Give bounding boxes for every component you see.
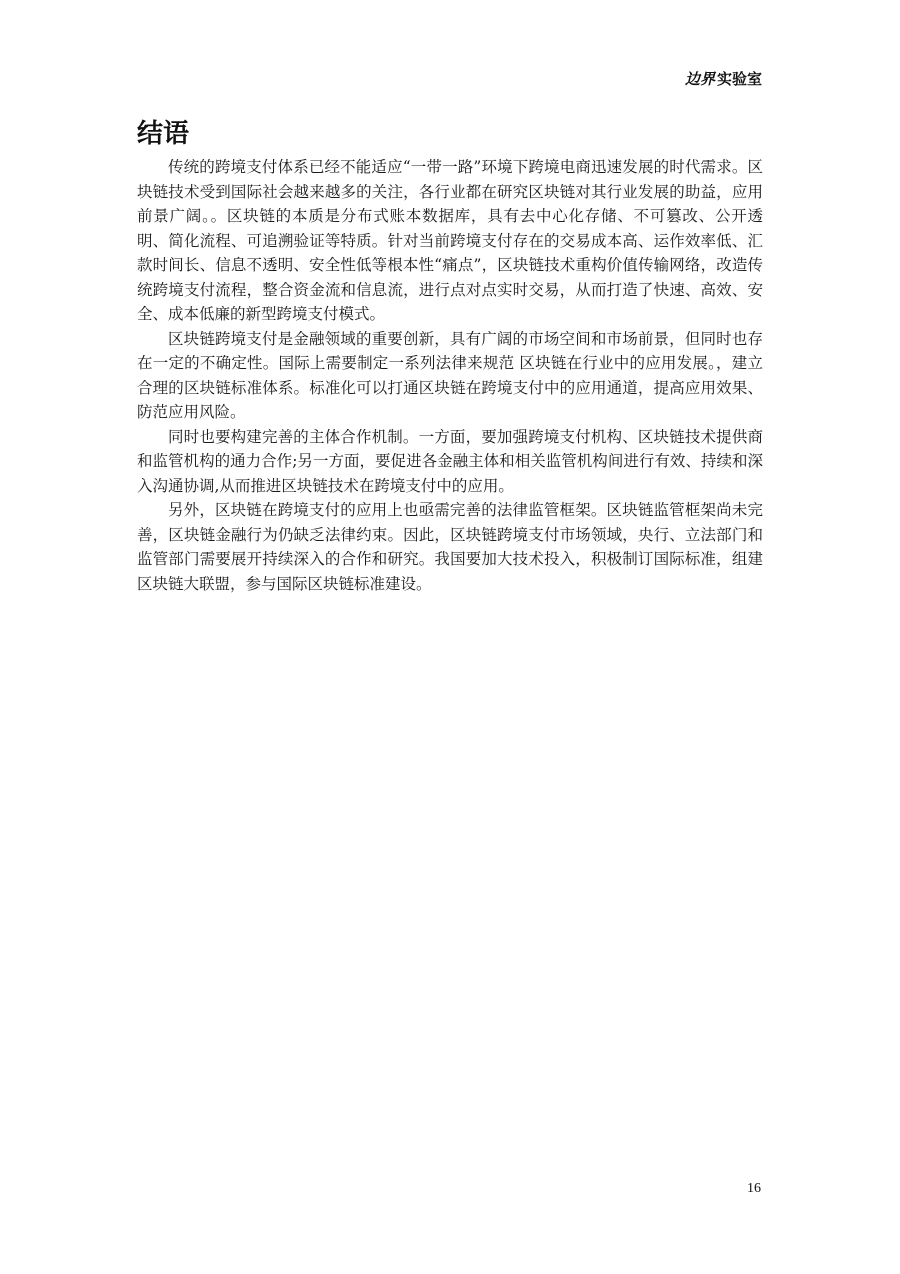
paragraph-2: 区块链跨境支付是金融领域的重要创新，具有广阔的市场空间和市场前景，但同时也存在一定的不确定性。国际上需要制定一系列法律来规范 区块链在行业中的应用发展。，建立合理的区块链标准体系。标准化可以打通区块链在跨境支付中的应用通道，提高应用效果、 防范应用风险。 [137,329,763,421]
paragraph-3: 同时也要构建完善的主体合作机制。一方面，要加强跨境支付机构、区块链技术提供商和监管机构的通力合作;另一方面，要促进各金融主体和相关监管机构间进行有效、持续和深入沟通协调,从而推进区块链技术在跨境支付中的应用。 [137,427,763,495]
paragraph-1: 传统的跨境支付体系已经不能适应“一带一路”环境下跨境电商迅速发展的时代需求。区块链技术受到国际社会越来越多的关注，各行业都在研究区块链对其行业发展的助益，应用前景广阔。。区块链的本质是分布式账本数据库，具有去中心化存储、不可篡改、公开透明、简化流程、可追溯验证等特质。针对当前跨境支付存在的交易成本高、运作效率低、汇款时间长、信息不透明、安全性低等根本性“痛点”，区块链技术重构价值传输网络，改造传统跨境支付流程，整合资金流和信息流，进行点对点实时交易，从而打造了快速、高效、安全、成本低廉的新型跨境支付模式。 [137,158,763,323]
section-body [137,155,763,596]
paragraph-4: 另外，区块链在跨境支付的应用上也亟需完善的法律监管框架。区块链监管框架尚未完善，区块链金融行为仍缺乏法律约束。因此，区块链跨境支付市场领域，央行、立法部门和监管部门需要展开持续深入的合作和研究。我国要加大技术投入，积极制订国际标准，组建区块链大联盟，参与国际区块链标准建设。 [137,501,763,593]
logo-text-part2: 实验室 [716,70,762,88]
brand-logo [685,68,762,89]
logo-text-part1: 边界 [684,70,715,88]
section-title: 结语 [137,119,190,149]
page-number: 16 [747,1181,761,1196]
